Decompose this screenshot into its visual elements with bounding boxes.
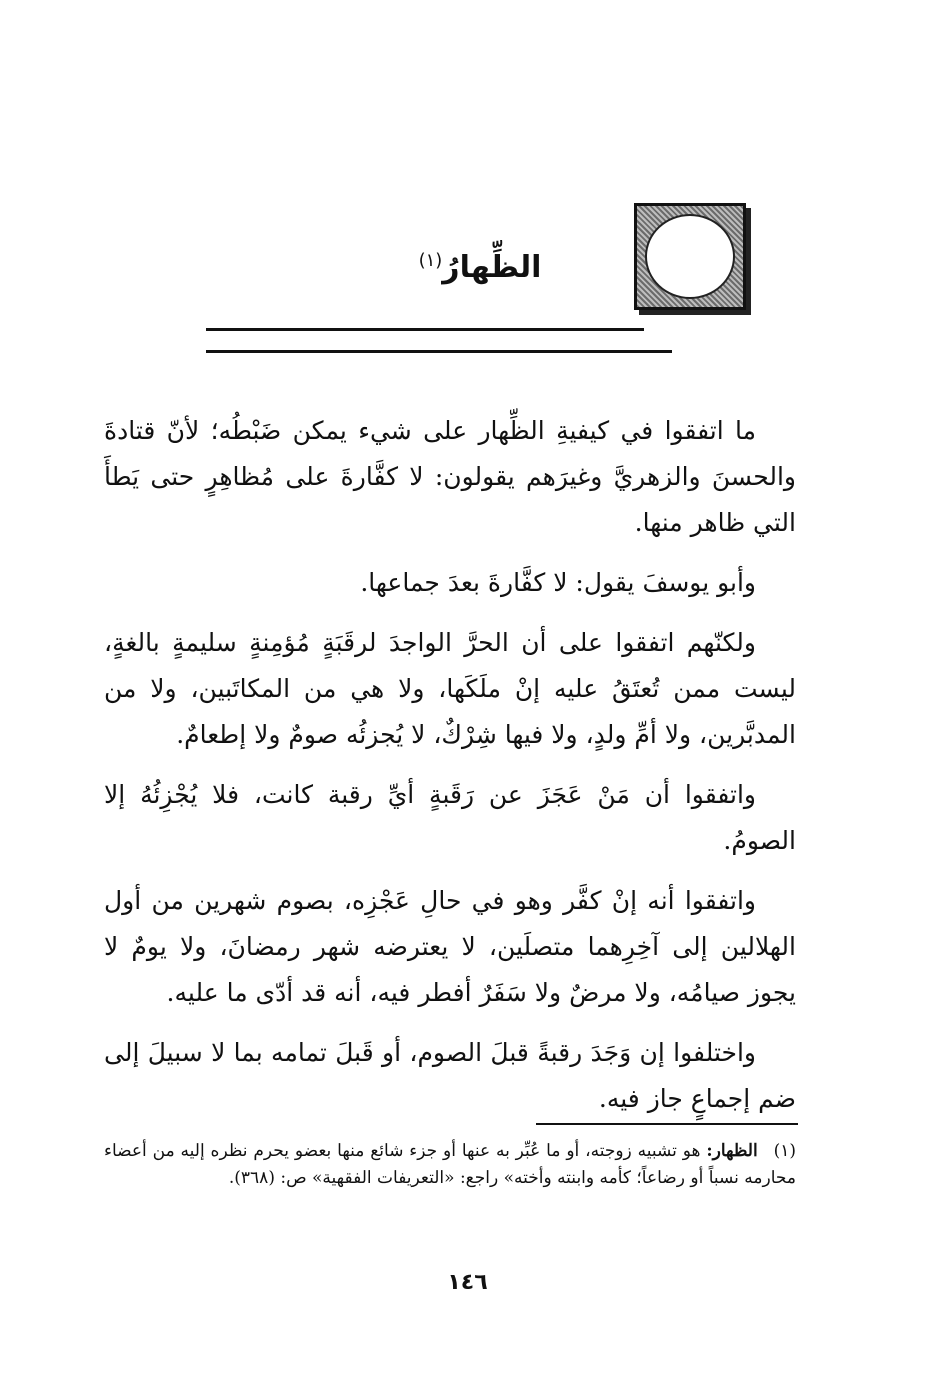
body-text — [104, 408, 796, 1136]
footnote-text: هو تشبيه زوجته، أو ما عُبِّر به عنها أو جزء شائع منها بعضو يحرم نظره إليه من أعضاء محارمه نسباً أو رضاعاً؛ كأمه وابنته وأخته» راجع: «التعريفات الفقهية» ص: (٣٦٨). — [104, 1141, 796, 1188]
chapter-ornament-icon — [634, 203, 746, 310]
paragraph: ما اتفقوا في كيفيةِ الظِّهار على شيء يمكن ضَبْطُه؛ لأنّ قتادةَ والحسنَ والزهريَّ وغيرَهم يقولون: لا كفَّارةَ على مُظاهِرٍ حتى يَطأَ التي ظاهر منها. — [104, 416, 796, 537]
ornament-circle — [645, 214, 735, 299]
page-number: ١٤٦ — [447, 1270, 488, 1295]
chapter-footnote-ref: (١) — [418, 250, 443, 271]
paragraph: واختلفوا إن وَجَدَ رقبةً قبلَ الصوم، أو قَبلَ تمامه بما لا سبيلَ إلى ضم إجماعٍ جاز فيه. — [104, 1038, 796, 1113]
chapter-title-text: الظِّهارُ — [442, 250, 542, 285]
title-rule-upper — [206, 328, 644, 331]
footnote-item — [104, 1138, 796, 1192]
footnote-marker: (١) — [773, 1141, 796, 1161]
footnote-term: الظهار: — [706, 1141, 758, 1161]
paragraph: ولكنّهم اتفقوا على أن الحرَّ الواجدَ لرقَبَةٍ مُؤمِنةٍ سليمةٍ بالغةٍ، ليست ممن تُعتَقُ عليه إنْ ملَكَها، ولا هي من المكاتَبين، ولا من المدبَّرين، ولا أمِّ ولدٍ، ولا فيها شِرْكٌ، لا يُجزئُه صومٌ ولا إطعامٌ. — [104, 628, 796, 749]
footnote-separator — [536, 1123, 798, 1125]
paragraph: وأبو يوسفَ يقول: لا كفَّارةَ بعدَ جماعها. — [360, 568, 756, 597]
chapter-title — [330, 250, 630, 285]
footnotes — [104, 1138, 796, 1192]
paragraph: واتفقوا أن مَنْ عَجَزَ عن رَقَبةٍ أيِّ رقبة كانت، فلا يُجْزِئُهُ إلا الصومُ. — [104, 780, 796, 855]
title-rule-lower — [206, 350, 672, 353]
paragraph: واتفقوا أنه إنْ كفَّر وهو في حالِ عَجْزِه، بصوم شهرين من أول الهلالين إلى آخِرِهما متصلَين، لا يعترضه شهر رمضانَ، ولا يومٌ لا يجوز صيامُه، ولا مرضٌ ولا سَفَرٌ أفطر فيه، أنه قد أدّى ما عليه. — [104, 886, 796, 1007]
